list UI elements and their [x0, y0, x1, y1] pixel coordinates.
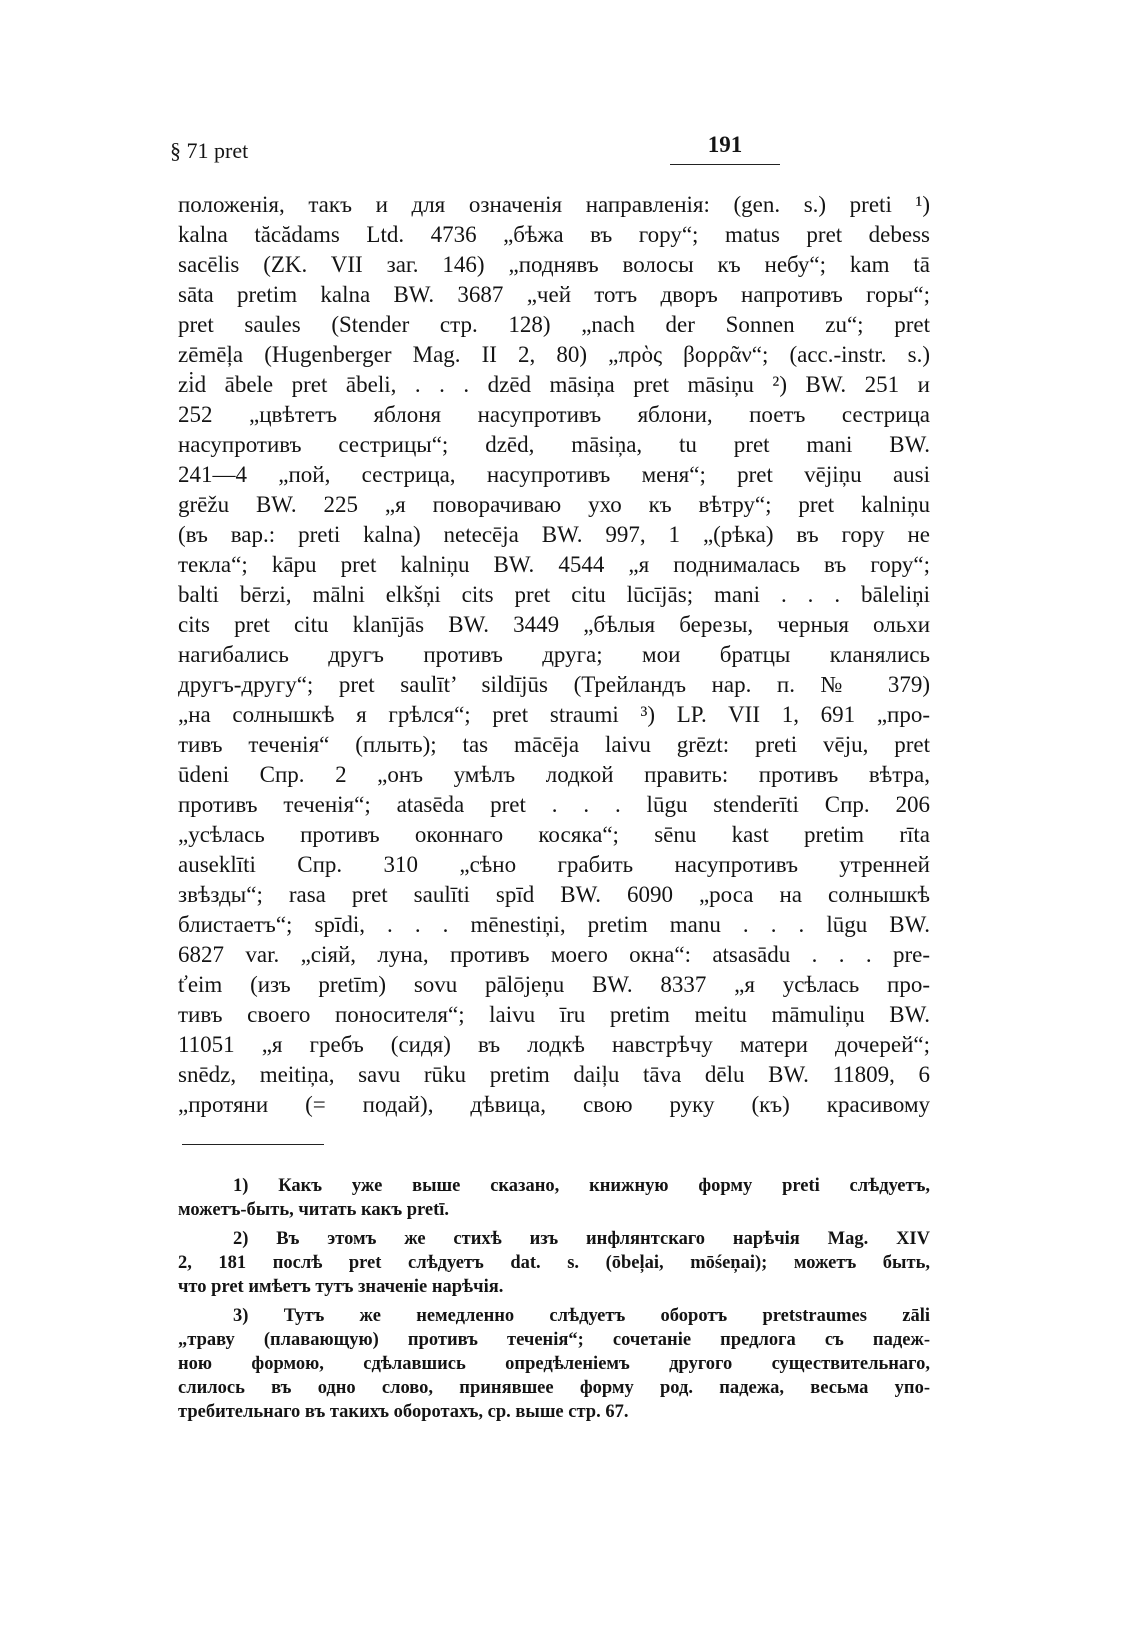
footnote-line: что pret имѣетъ тутъ значеніе нарѣчія. — [178, 1277, 504, 1297]
text-line: тивъ теченія“ (плыть); tas mācēja laivu grēzt: preti vēju, pret — [178, 732, 930, 757]
page-number: 191 — [670, 132, 780, 165]
footnote-separator — [182, 1144, 324, 1145]
text-line: положенія, такъ и для означенія направленія: (gen. s.) preti ¹) — [178, 192, 930, 217]
text-line: „протяни (= подай), дѣвица, свою руку (къ) красивому — [178, 1092, 930, 1117]
text-line: текла“; kāpu pret kalniņu BW. 4544 „я поднималась въ гору“; — [178, 552, 930, 577]
text-line: звѣзды“; rasa pret saulīti spīd BW. 6090 „роса на солнышкѣ — [178, 882, 930, 907]
footnotes — [178, 1174, 930, 1424]
text-line: „усѣлась противъ оконнаго косяка“; sēnu kast pretim rīta — [178, 822, 930, 847]
section-heading: § 71 pret — [170, 138, 249, 163]
text-line: 252 „цвѣтетъ яблоня насупротивъ яблони, поетъ сестрица — [178, 402, 930, 427]
text-line: (въ вар.: preti kalna) netecēja BW. 997, 1 „(рѣка) въ гору не — [178, 522, 930, 547]
text-line: 6827 var. „сіяй, луна, противъ моего окна“: atsasādu . . . pre- — [178, 942, 930, 967]
page-header — [170, 132, 930, 172]
main-text — [178, 190, 930, 1120]
footnote-line: ною формою, сдѣлавшись опредѣленіемъ другого существительнаго, — [178, 1354, 930, 1374]
text-line: sacēlis (ZK. VII заг. 146) „поднявъ волосы къ небу“; kam tā — [178, 252, 930, 277]
text-line: ūdeni Спр. 2 „онъ умѣлъ лодкой править: противъ вѣтра, — [178, 762, 930, 787]
text-line: cits pret citu klanījās BW. 3449 „бѣлыя березы, черныя ольхи — [178, 612, 930, 637]
footnote-3 — [178, 1304, 930, 1424]
footnote-line: „траву (плавающую) противъ теченія“; сочетаніе предлога съ падеж- — [178, 1330, 930, 1350]
footnote-2 — [178, 1227, 930, 1299]
text-line: sāta pretim kalna BW. 3687 „чей тотъ дворъ напротивъ горы“; — [178, 282, 930, 307]
text-line: pret saules (Stender стр. 128) „nach der Sonnen zu“; pret — [178, 312, 930, 337]
text-line: „на солнышкѣ я грѣлся“; pret straumi ³) LP. VII 1, 691 „про- — [178, 702, 930, 727]
text-line: другъ-другу“; pret saulīt’ sildījūs (Трейландъ нар. п. № 379) — [178, 672, 930, 697]
text-line: zēmēļa (Hugenberger Mag. II 2, 80) „πρὸς βορρᾶν“; (acc.-instr. s.) — [178, 342, 930, 367]
footnote-line: можетъ-быть, читать какъ pretī. — [178, 1200, 450, 1220]
text-line: 11051 „я гребъ (сидя) въ лодкѣ навстрѣчу матери дочерей“; — [178, 1032, 930, 1057]
text-line: balti bērzi, mālni elkšņi cits pret citu lūcījās; mani . . . bāleliņi — [178, 582, 930, 607]
text-line: zi̇d ābele pret ābeli, . . . dzēd māsiņa pret māsiņu ²) BW. 251 и — [178, 372, 930, 397]
text-line: snēdz, meitiņa, savu rūku pretim daiļu tāva dēlu BW. 11809, 6 — [178, 1062, 930, 1087]
text-line: блистаетъ“; spīdi, . . . mēnestiņi, pretim manu . . . lūgu BW. — [178, 912, 930, 937]
text-line: насупротивъ сестрицы“; dzēd, māsiņa, tu pret mani BW. — [178, 432, 930, 457]
text-line: ťeim (изъ pretīm) sovu pālōjeņu BW. 8337 „я усѣлась про- — [178, 972, 930, 997]
text-line: grēžu BW. 225 „я поворачиваю ухо къ вѣтру“; pret kalniņu — [178, 492, 930, 517]
footnote-1 — [178, 1174, 930, 1222]
text-line: auseklīti Спр. 310 „сѣно грабить насупротивъ утренней — [178, 852, 930, 877]
text-line: противъ теченія“; atasēda pret . . . lūgu stenderīti Спр. 206 — [178, 792, 930, 817]
text-line: тивъ своего поносителя“; laivu īru pretim meitu māmuliņu BW. — [178, 1002, 930, 1027]
footnote-line: требительнаго въ такихъ оборотахъ, ср. выше стр. 67. — [178, 1402, 629, 1422]
footnote-line: 3) Тутъ же немедленно слѣдуетъ оборотъ pretstraumes zāli — [233, 1306, 930, 1326]
footnote-line: 2, 181 послѣ pret слѣдуетъ dat. s. (ōbeļai, mōśeņai); можетъ быть, — [178, 1253, 930, 1273]
footnote-line: 1) Какъ уже выше сказано, книжную форму preti слѣдуетъ, — [233, 1176, 930, 1196]
text-line: 241—4 „пой, сестрица, насупротивъ меня“; pret vējiņu ausi — [178, 462, 930, 487]
footnote-line: 2) Въ этомъ же стихѣ изъ инфлянтскаго нарѣчія Mag. XIV — [233, 1229, 930, 1249]
text-line: нагибались другъ противъ друга; мои братцы кланялись — [178, 642, 930, 667]
text-line: kalna tăcădams Ltd. 4736 „бѣжа въ гору“; matus pret debess — [178, 222, 930, 247]
footnote-line: слилось въ одно слово, принявшее форму род. падежа, весьма упо- — [178, 1378, 930, 1398]
